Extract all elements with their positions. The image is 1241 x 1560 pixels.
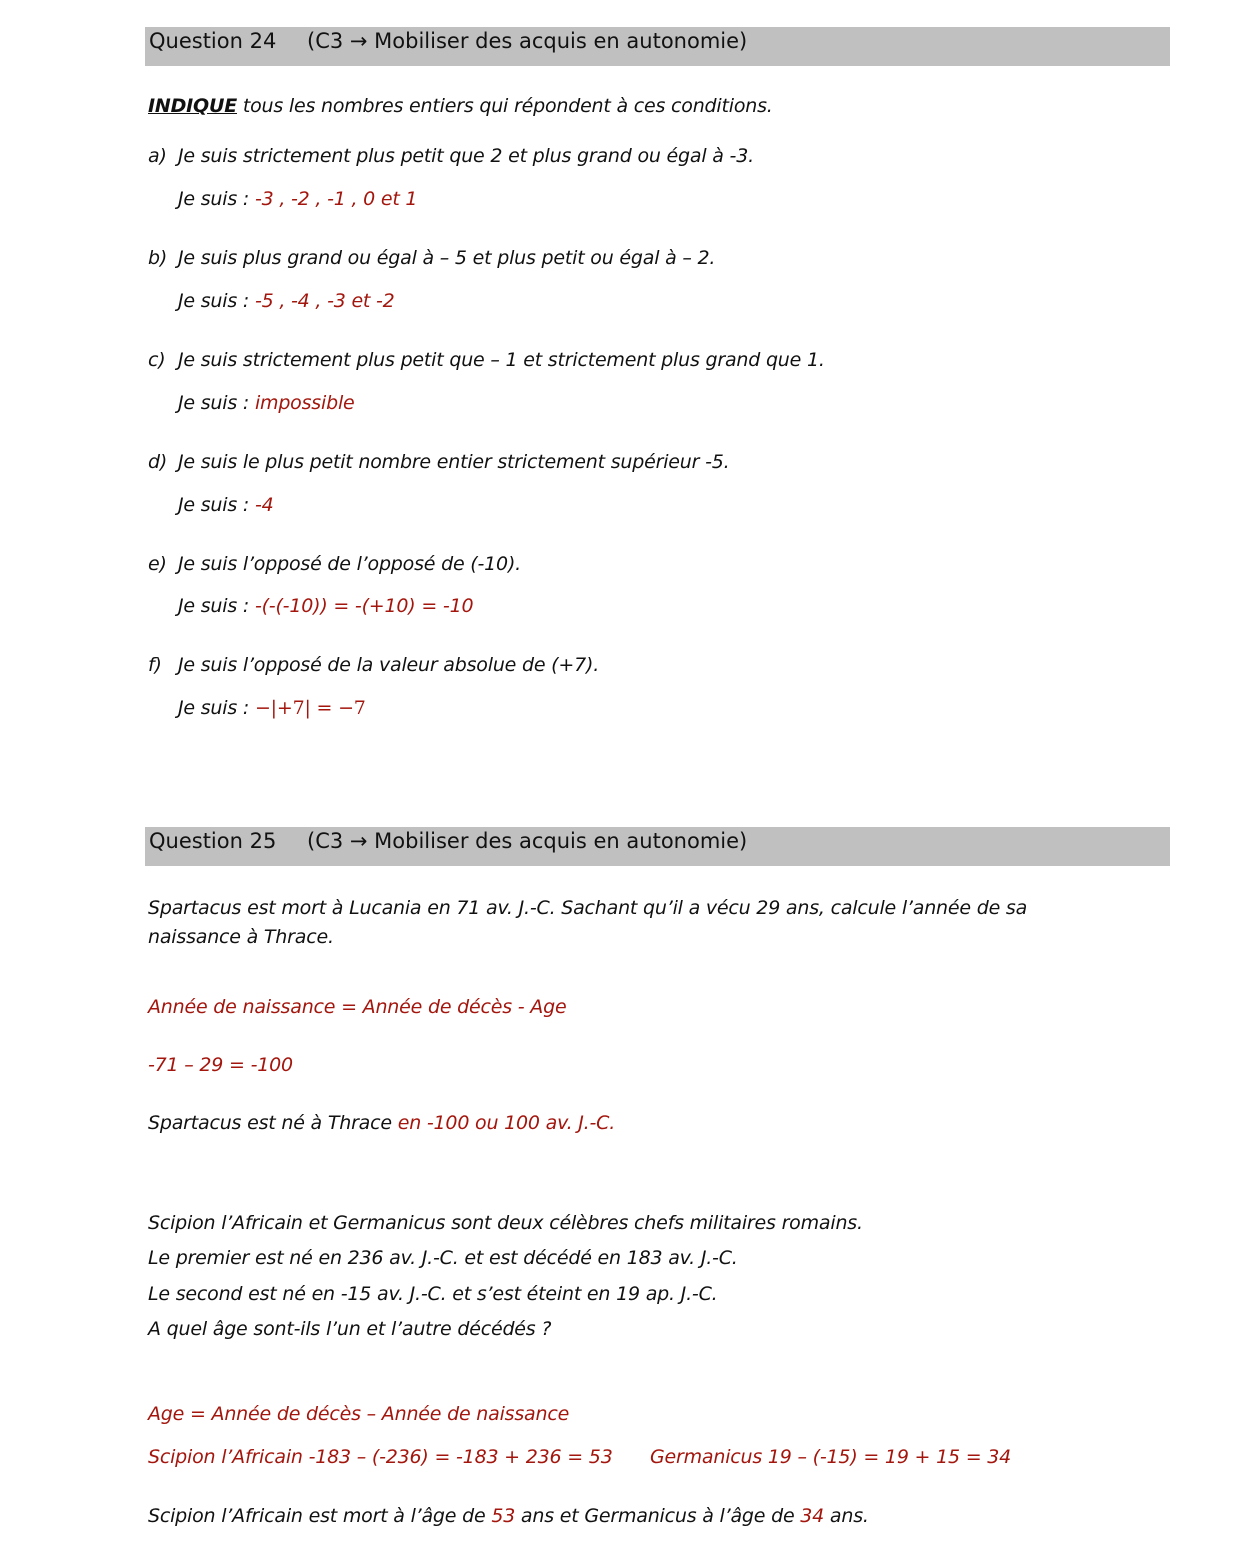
q25-result-1 [148,1112,615,1134]
q24-item-d-answer: -4 [254,494,274,516]
q25-calculation-germanicus: Germanicus 19 – (-15) = 19 + 15 = 34 [650,1446,1012,1468]
q24-item-e-answer-line [178,595,473,617]
q24-item-b-answer: -5 , -4 , -3 et -2 [254,290,395,312]
answer-prefix: Je suis : [178,595,255,617]
q24-item-a-answer: -3 , -2 , -1 , 0 et 1 [254,188,418,210]
q25-final-age-germanicus: 34 [800,1505,825,1527]
q24-item-d-answer-line [178,494,273,516]
q24-item-b-label: b) [148,247,168,269]
question-25-competence: (C3 → Mobiliser des acquis en autonomie) [307,829,748,853]
q24-item-e-answer: -(-(-10)) = -(+10) = -10 [254,595,474,617]
question-25-header [145,827,1170,866]
q25-problem-1-line-2: naissance à Thrace. [148,926,334,948]
q24-item-f-answer-line [178,697,366,719]
q24-item-c-answer: impossible [254,392,355,414]
q24-item-d-question [148,451,729,473]
q25-problem-2-line-3: Le second est né en -15 av. J.-C. et s’est éteint en 19 ap. J.-C. [148,1283,718,1305]
q24-item-e-label: e) [148,553,167,575]
q24-instruction-text: tous les nombres entiers qui répondent à ces conditions. [236,95,773,117]
q24-item-c-text: Je suis strictement plus petit que – 1 et strictement plus grand que 1. [178,349,825,371]
q25-formula-birth-year: Année de naissance = Année de décès - Age [148,996,567,1018]
question-24-header [145,27,1170,66]
q25-result-1-answer: en -100 ou 100 av. J.-C. [397,1112,616,1134]
q24-item-b-answer-line [178,290,395,312]
q24-item-e-question [148,553,521,575]
q24-item-d-label: d) [148,451,168,473]
q24-item-f-question [148,654,599,676]
answer-prefix: Je suis : [178,188,255,210]
q24-item-d-text: Je suis le plus petit nombre entier strictement supérieur -5. [178,451,730,473]
q24-item-c-question [148,349,825,371]
answer-prefix: Je suis : [178,290,255,312]
question-25-number: Question 25 [149,829,277,853]
answer-prefix: Je suis : [178,392,255,414]
answer-prefix: Je suis : [178,697,255,719]
q24-item-e-text: Je suis l’opposé de l’opposé de (-10). [178,553,522,575]
q25-final-age-scipion: 53 [491,1505,516,1527]
q25-problem-2-line-4: A quel âge sont-ils l’un et l’autre décédés ? [148,1318,552,1340]
q25-problem-2-line-1: Scipion l’Africain et Germanicus sont deux célèbres chefs militaires romains. [148,1212,863,1234]
q24-item-a-label: a) [148,145,167,167]
q25-result-1-text: Spartacus est né à Thrace [148,1112,398,1134]
question-24-competence: (C3 → Mobiliser des acquis en autonomie) [307,29,748,53]
q25-final-text-a: Scipion l’Africain est mort à l’âge de [148,1505,492,1527]
q24-item-b-question [148,247,715,269]
q24-item-a-answer-line [178,188,417,210]
q24-item-b-text: Je suis plus grand ou égal à – 5 et plus petit ou égal à – 2. [178,247,716,269]
q25-calculation-scipion: Scipion l’Africain -183 – (-236) = -183 + 236 = 53 [148,1446,613,1468]
q25-problem-1-line-1: Spartacus est mort à Lucania en 71 av. J.-C. Sachant qu’il a vécu 29 ans, calcule l’année de sa [148,897,1028,919]
q25-formula-age: Age = Année de décès – Année de naissance [148,1403,570,1425]
q24-item-a-question [148,145,754,167]
answer-prefix: Je suis : [178,494,255,516]
q25-final-text-c: ans. [824,1505,869,1527]
q25-final-text-b: ans et Germanicus à l’âge de [515,1505,801,1527]
q25-final-answer [148,1505,869,1527]
q24-instruction-keyword: INDIQUE [148,95,237,117]
question-24-number: Question 24 [149,29,277,53]
q24-item-f-text: Je suis l’opposé de la valeur absolue de (+7). [178,654,600,676]
question-24-title [149,27,747,56]
q25-calculation-1: -71 – 29 = -100 [148,1054,293,1076]
question-25-title [149,827,747,856]
q24-item-f-answer: −|+7| = −7 [254,697,366,719]
q24-instruction [148,95,773,117]
q24-item-c-label: c) [148,349,166,371]
q24-item-a-text: Je suis strictement plus petit que 2 et plus grand ou égal à -3. [178,145,754,167]
q24-item-f-label: f) [148,654,162,676]
q25-problem-2-line-2: Le premier est né en 236 av. J.-C. et est décédé en 183 av. J.-C. [148,1247,738,1269]
q24-item-c-answer-line [178,392,355,414]
